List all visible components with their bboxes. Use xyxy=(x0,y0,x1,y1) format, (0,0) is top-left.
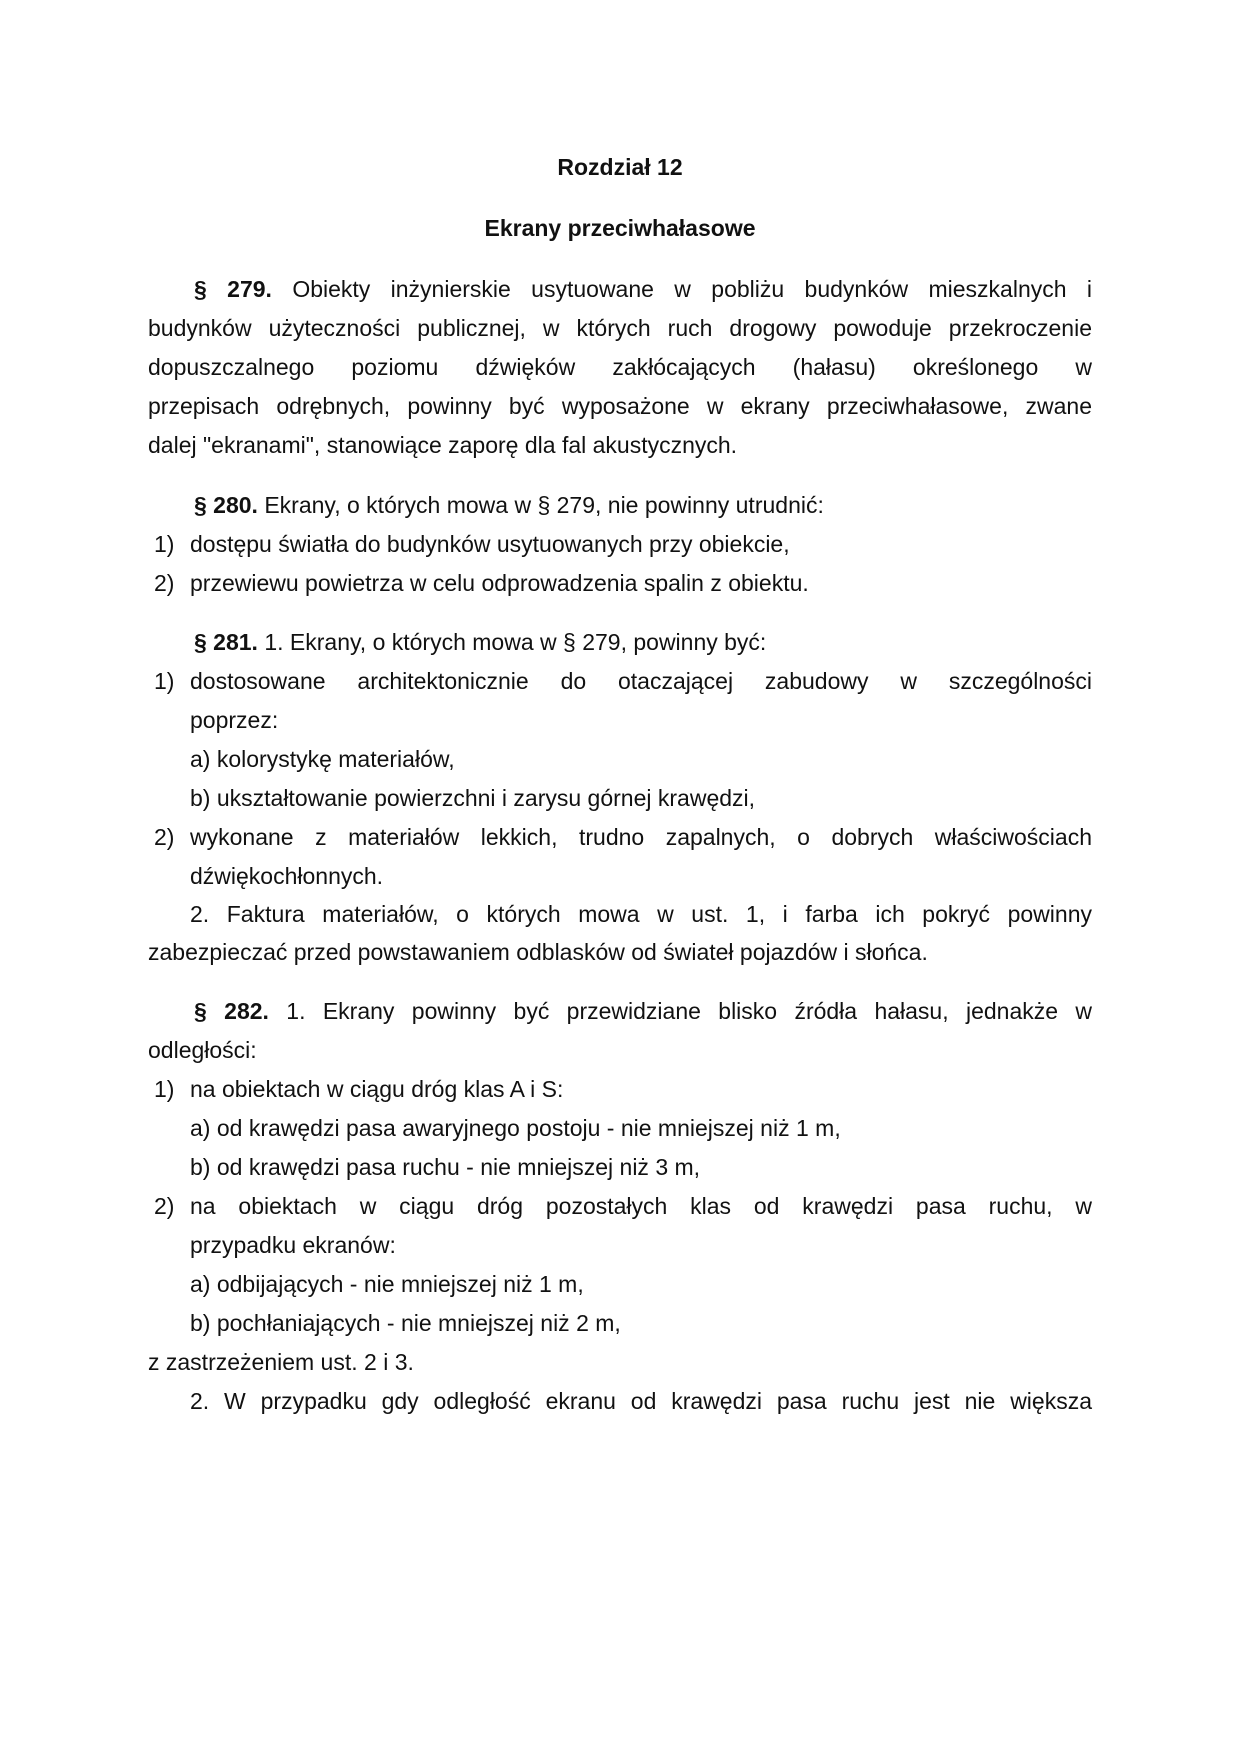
p281-item-2-cont: dźwiękochłonnych. xyxy=(190,863,384,889)
p282-tail: z zastrzeżeniem ust. 2 i 3. xyxy=(148,1349,414,1375)
p282-line-2: odległości: xyxy=(148,1037,257,1063)
p281-item-2: 2) wykonane z materiałów lekkich, trudno zapalnych, o dobrych właściwościach xyxy=(154,824,1092,850)
chapter-title: Ekrany przeciwhałasowe xyxy=(484,215,756,241)
p282-line-1: § 282. 1. Ekrany powinny być przewidziane blisko źródła hałasu, jednakże w xyxy=(194,998,1093,1024)
p281-item-1-a: a) kolorystykę materiałów, xyxy=(190,746,455,772)
p282-item-2-b: b) pochłaniających - nie mniejszej niż 2 m, xyxy=(190,1310,621,1336)
p282-item-1: 1) na obiektach w ciągu dróg klas A i S: xyxy=(154,1076,564,1102)
p281-item-1-b: b) ukształtowanie powierzchni i zarysu górnej krawędzi, xyxy=(190,785,756,811)
chapter-number: Rozdział 12 xyxy=(557,154,683,180)
p279-sign: § 279. xyxy=(194,276,272,302)
p279-line-5: dalej "ekranami", stanowiące zaporę dla fal akustycznych. xyxy=(148,432,738,458)
p279-line-2: budynków użyteczności publicznej, w których ruch drogowy powoduje przekroczenie xyxy=(148,315,1092,341)
p280-intro: § 280. Ekrany, o których mowa w § 279, nie powinny utrudnić: xyxy=(194,492,824,518)
document-page xyxy=(148,0,1092,1754)
p282-item-1-a: a) od krawędzi pasa awaryjnego postoju - nie mniejszej niż 1 m, xyxy=(190,1115,841,1141)
p280-item-1: 1) dostępu światła do budynków usytuowanych przy obiekcie, xyxy=(154,531,790,557)
p279-line-1: § 279. Obiekty inżynierskie usytuowane w pobliżu budynków mieszkalnych i xyxy=(194,276,1093,302)
p280-sign: § 280. xyxy=(194,492,258,518)
p281-ust2-line-1: 2. Faktura materiałów, o których mowa w ust. 1, i farba ich pokryć powinny xyxy=(190,901,1092,927)
p282-ust2-line-1: 2. W przypadku gdy odległość ekranu od krawędzi pasa ruchu jest nie większa xyxy=(190,1388,1092,1414)
p282-item-2-cont: przypadku ekranów: xyxy=(190,1232,396,1258)
p281-item-1-cont: poprzez: xyxy=(190,707,279,733)
p282-sign: § 282. xyxy=(194,998,269,1024)
p282-item-2-a: a) odbijających - nie mniejszej niż 1 m, xyxy=(190,1271,584,1297)
p279-line-4: przepisach odrębnych, powinny być wyposażone w ekrany przeciwhałasowe, zwane xyxy=(148,393,1092,419)
p281-item-1: 1) dostosowane architektonicznie do otaczającej zabudowy w szczególności xyxy=(154,668,1092,694)
p281-ust2-line-2: zabezpieczać przed powstawaniem odblasków od świateł pojazdów i słońca. xyxy=(148,939,928,965)
p279-line-3: dopuszczalnego poziomu dźwięków zakłócających (hałasu) określonego w xyxy=(148,354,1092,380)
p280-item-2: 2) przewiewu powietrza w celu odprowadzenia spalin z obiektu. xyxy=(154,570,809,596)
p281-intro: § 281. 1. Ekrany, o których mowa w § 279, powinny być: xyxy=(194,629,767,655)
p282-item-1-b: b) od krawędzi pasa ruchu - nie mniejszej niż 3 m, xyxy=(190,1154,701,1180)
p281-sign: § 281. xyxy=(194,629,258,655)
p282-item-2: 2) na obiektach w ciągu dróg pozostałych klas od krawędzi pasa ruchu, w xyxy=(154,1193,1092,1219)
